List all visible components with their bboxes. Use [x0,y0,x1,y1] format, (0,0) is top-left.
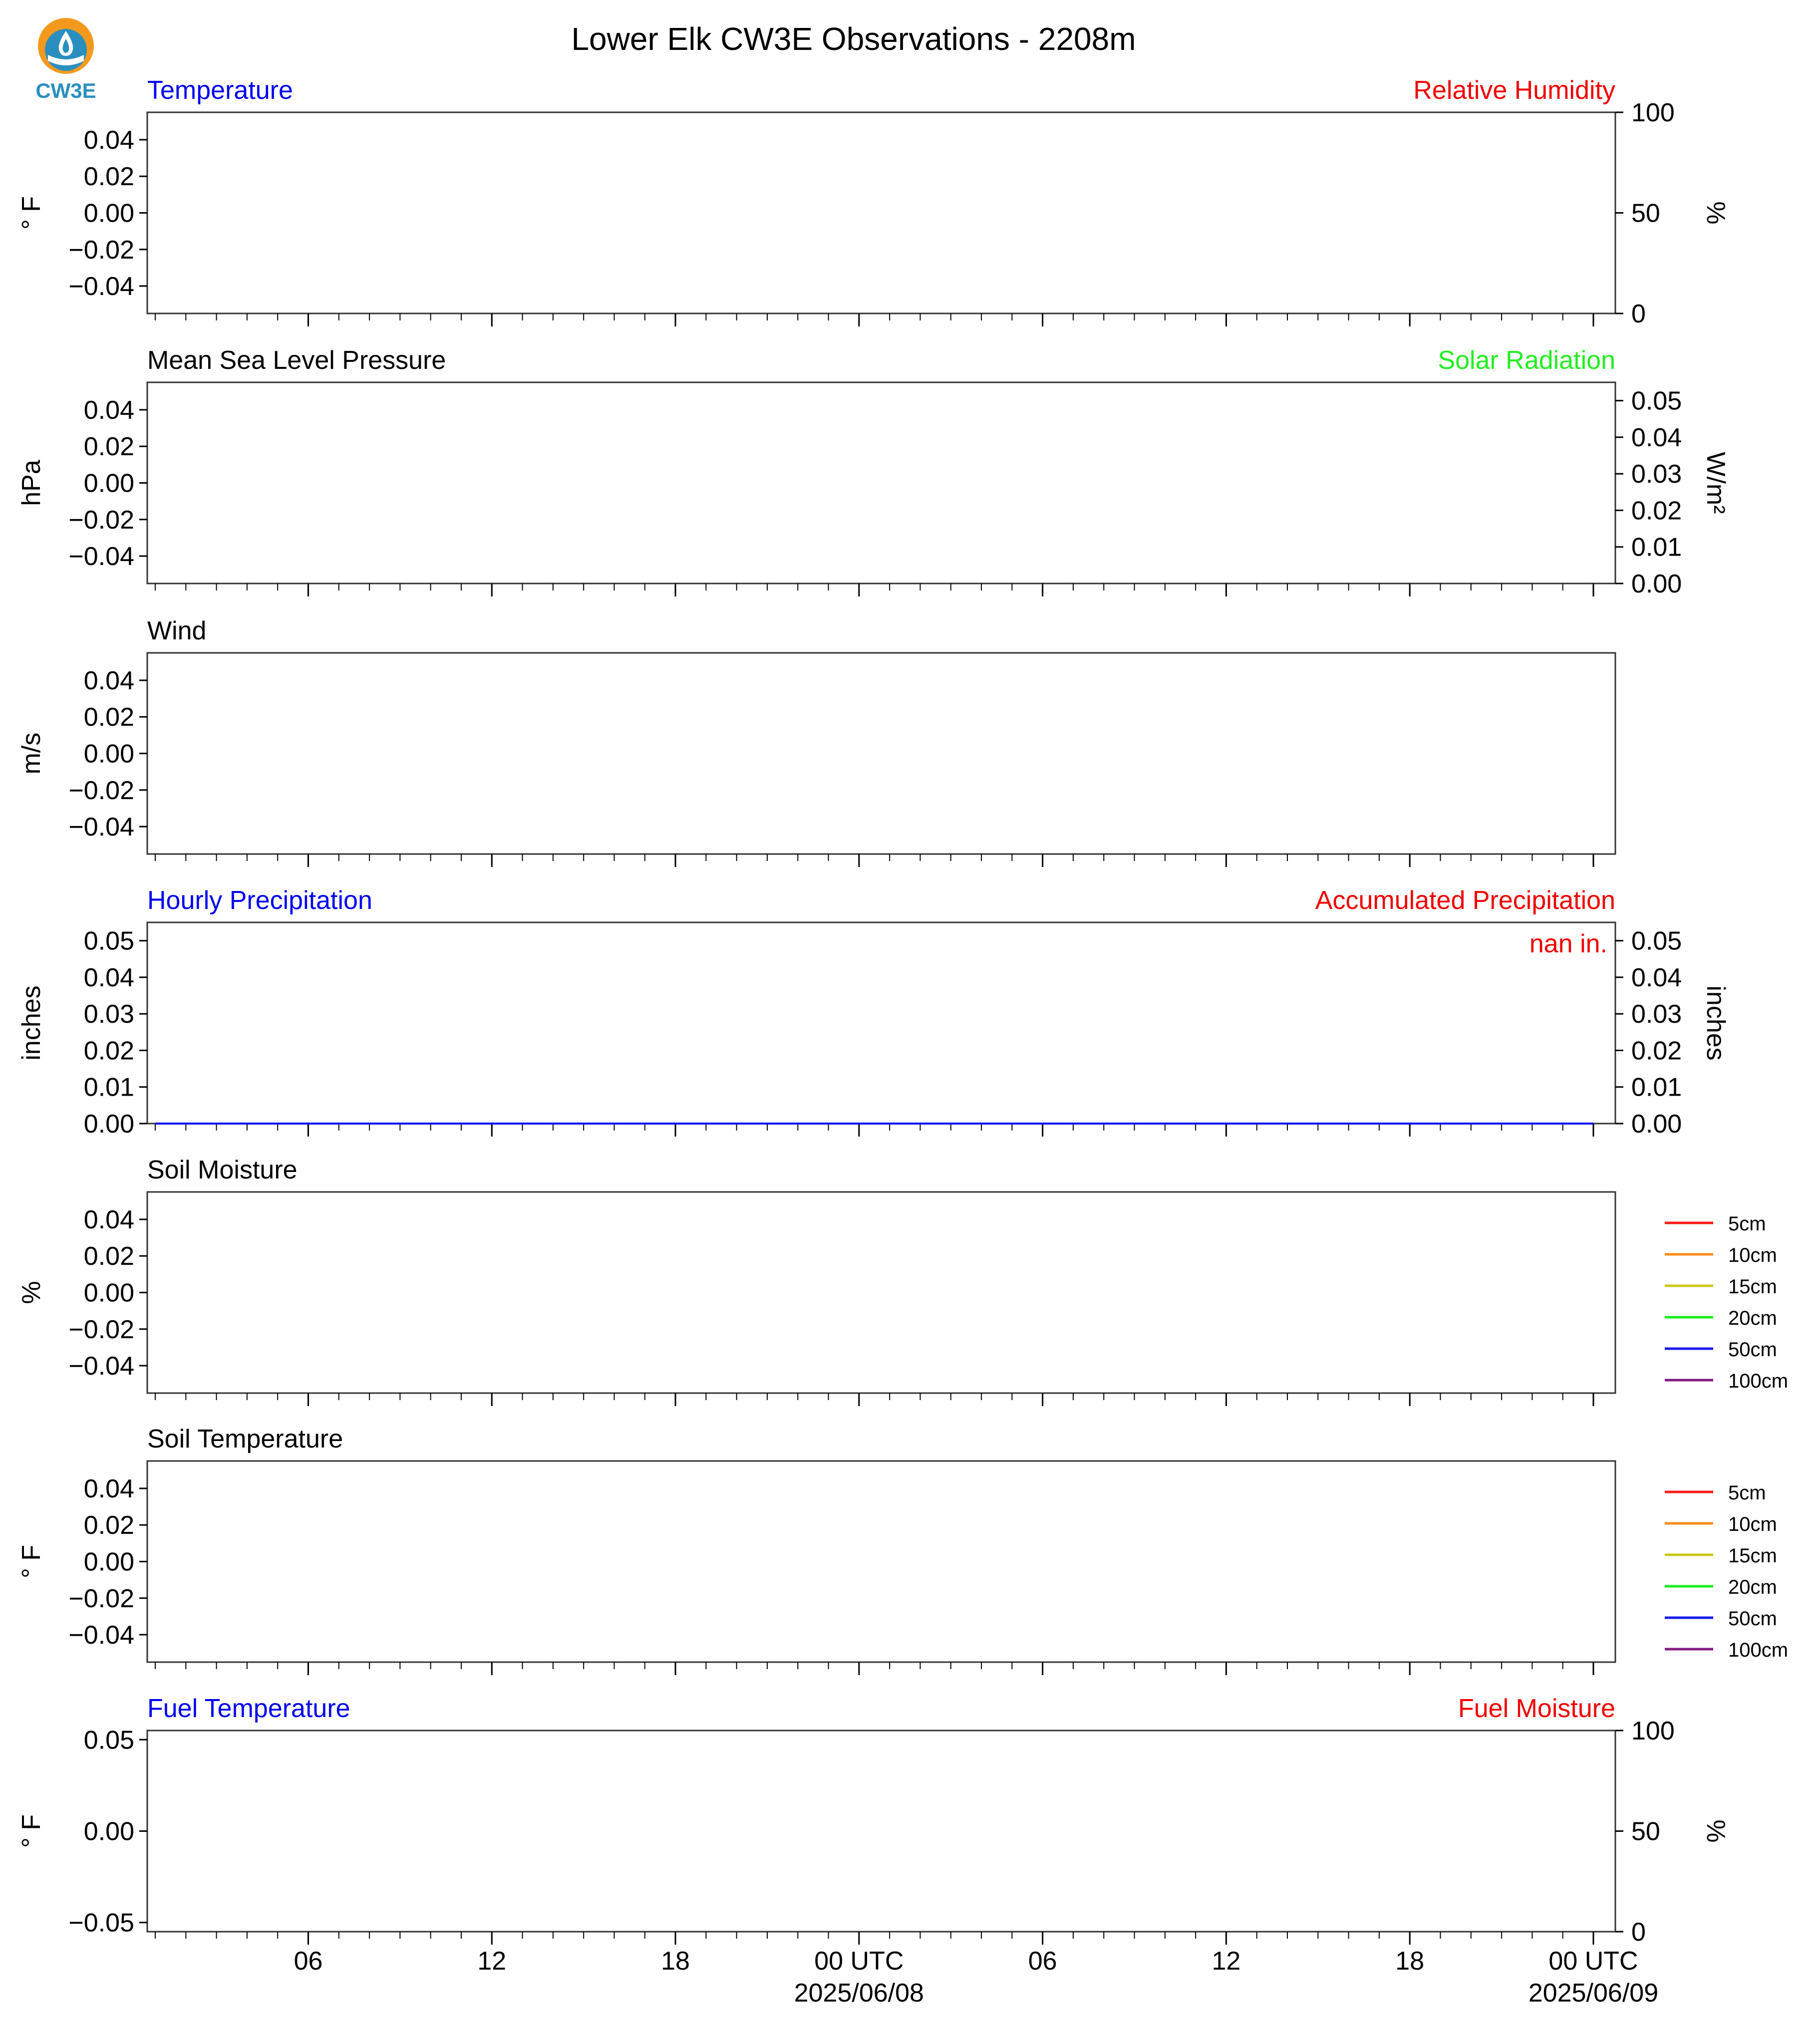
ytick-label: 0.02 [83,703,134,732]
y2tick-label: 0.00 [1631,570,1682,598]
panel-title-left: Soil Moisture [147,1156,298,1184]
y2tick-label: 0 [1631,299,1646,328]
panel-title-right: Relative Humidity [1413,76,1615,105]
cw3e-logo [35,18,96,102]
ytick-label: −0.02 [68,1584,134,1613]
ytick-label: 0.05 [83,926,134,956]
ytick-label: 0.00 [83,1817,134,1846]
date-label: 2025/06/09 [1528,1979,1659,2008]
ytick-label: 0.02 [83,162,134,192]
ytick-label: −0.02 [68,235,134,265]
ytick-label: 0.02 [83,1036,134,1066]
ytick-label: 0.00 [83,1547,134,1577]
ylabel-left: ° F [17,1814,46,1848]
legend-label: 10cm [1728,1513,1777,1535]
panel-title-left: Hourly Precipitation [147,886,372,915]
panel-title-left: Soil Temperature [147,1425,343,1453]
ytick-label: 0.05 [83,1726,134,1755]
ytick-label: 0.04 [83,125,134,155]
logo-text: CW3E [35,79,96,102]
y2tick-label: 0.05 [1631,926,1682,956]
ytick-label: −0.02 [68,505,134,535]
y2tick-label: 0 [1631,1918,1646,1947]
y2tick-label: 100 [1631,98,1675,127]
panel-title-right: Solar Radiation [1438,346,1615,375]
ytick-label: 0.02 [83,432,134,462]
xtick-label: 18 [661,1947,690,1976]
y2tick-label: 0.02 [1631,496,1682,526]
ytick-label: −0.04 [68,272,134,301]
ytick-label: 0.04 [83,963,134,992]
ytick-label: 0.04 [83,1205,134,1234]
panel-title-left: Fuel Temperature [147,1694,350,1723]
panel-title-left: Wind [147,616,207,645]
ylabel-right: W/m² [1701,452,1730,514]
ytick-label: 0.04 [83,666,134,695]
ytick-label: 0.04 [83,1474,134,1503]
ytick-label: 0.04 [83,395,134,425]
figure-title: Lower Elk CW3E Observations - 2208m [571,21,1136,57]
panel-4 [17,886,1730,1139]
panel-7 [17,1694,1730,2008]
ytick-label: 0.03 [83,1000,134,1029]
plot-frame [147,922,1615,1124]
ylabel-left: % [17,1281,46,1304]
date-label: 2025/06/08 [794,1979,924,2008]
ylabel-left: ° F [17,1544,46,1579]
xtick-label: 00 UTC [1548,1947,1638,1976]
ytick-label: −0.02 [68,1315,134,1344]
legend-label: 10cm [1728,1244,1777,1266]
legend-label: 50cm [1728,1339,1777,1361]
panel-title-left: Mean Sea Level Pressure [147,346,446,375]
ylabel-right: inches [1701,985,1730,1061]
plot-frame [147,382,1615,583]
y2tick-label: 0.03 [1631,460,1682,489]
y2tick-label: 0.05 [1631,386,1682,416]
panel-title-right: Fuel Moisture [1458,1694,1615,1723]
ytick-label: 0.02 [83,1511,134,1540]
accumulated-annotation: nan in. [1529,929,1607,958]
panel-3 [17,616,1615,867]
xtick-label: 12 [1212,1947,1241,1976]
y2tick-label: 50 [1631,199,1660,228]
plot-frame [147,653,1615,854]
ylabel-left: hPa [17,460,46,506]
panel-5 [17,1156,1788,1406]
ytick-label: −0.04 [68,813,134,842]
ytick-label: −0.04 [68,1621,134,1650]
ytick-label: −0.04 [68,1352,134,1381]
ylabel-left: ° F [17,196,46,230]
legend-label: 5cm [1728,1213,1766,1235]
legend-label: 100cm [1728,1370,1789,1392]
ytick-label: 0.00 [83,199,134,228]
y2tick-label: 0.02 [1631,1036,1682,1066]
y2tick-label: 0.04 [1631,423,1682,452]
y2tick-label: 0.01 [1631,1073,1682,1102]
ylabel-right: % [1701,201,1730,225]
chart-panels [17,76,1788,2008]
legend-label: 100cm [1728,1639,1789,1661]
ylabel-right: % [1701,1819,1730,1843]
legend-label: 20cm [1728,1307,1777,1329]
y2tick-label: 0.01 [1631,533,1682,562]
cw3e-water-drop-logo-icon [38,18,94,74]
panel-6 [17,1425,1788,1675]
xtick-label: 06 [1028,1947,1057,1976]
legend-label: 20cm [1728,1576,1777,1598]
ytick-label: −0.02 [68,776,134,805]
y2tick-label: 50 [1631,1817,1660,1846]
xtick-label: 12 [477,1947,507,1976]
legend-label: 15cm [1728,1545,1777,1567]
ytick-label: −0.04 [68,542,134,572]
ytick-label: 0.02 [83,1242,134,1271]
ytick-label: 0.00 [83,469,134,498]
ytick-label: 0.01 [83,1073,134,1102]
y2tick-label: 0.04 [1631,963,1682,992]
panel-2 [17,346,1730,598]
y2tick-label: 0.03 [1631,1000,1682,1029]
y2tick-label: 0.00 [1631,1110,1682,1139]
xtick-label: 06 [294,1947,323,1976]
panel-title-right: Accumulated Precipitation [1315,886,1615,915]
y2tick-label: 100 [1631,1717,1675,1745]
plot-frame [147,112,1615,313]
panel-title-left: Temperature [147,76,293,105]
ytick-label: −0.05 [68,1908,134,1938]
panel-1 [17,76,1730,328]
xtick-label: 18 [1395,1947,1425,1976]
legend-label: 15cm [1728,1276,1777,1298]
legend-label: 50cm [1728,1608,1777,1630]
ylabel-left: m/s [17,732,46,775]
plot-frame [147,1731,1615,1932]
xtick-label: 00 UTC [814,1947,904,1976]
ylabel-left: inches [17,985,46,1061]
ytick-label: 0.00 [83,739,134,769]
plot-frame [147,1461,1615,1662]
ytick-label: 0.00 [83,1110,134,1139]
ytick-label: 0.00 [83,1278,134,1308]
legend-label: 5cm [1728,1482,1766,1504]
plot-frame [147,1192,1615,1393]
